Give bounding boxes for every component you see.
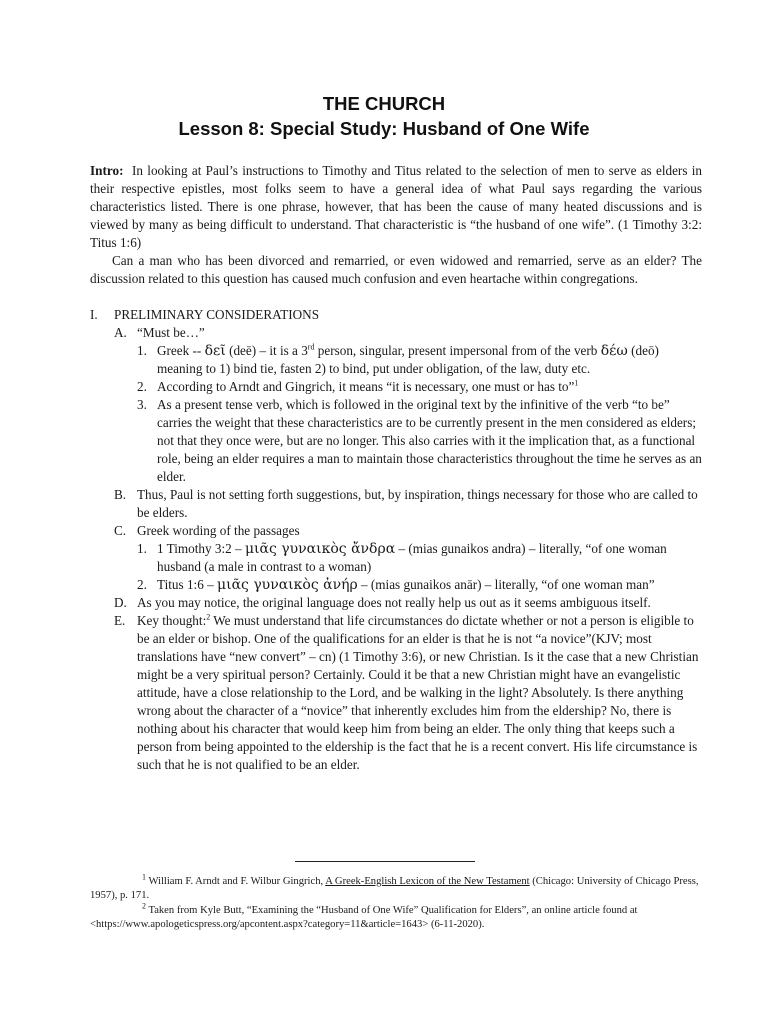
- intro-text: In looking at Paul’s instructions to Timothy and Titus related to the selection of men to serve as elders in their respective epistles, most folks seem to have a general idea of what Paul says regarding the various characteristics listed. There is one phrase, however, that has been the cause of many heated discussions and is viewed by many as being difficult to understand. That characteristic is “the husband of one wife”. (1 Timothy 3:2: Titus 1:6): [90, 163, 702, 250]
- section-heading: [90, 306, 702, 324]
- lesson-title: Lesson 8: Special Study: Husband of One Wife: [178, 118, 590, 139]
- outline-item-c1: 1. 1 Timothy 3:2 – μιᾶς γυναικὸς ἄνδρα – (mias gunaikos andra) – literally, “of one woman husband (a male in contrast to a woman): [137, 541, 667, 574]
- greek-word: δέω: [600, 343, 628, 359]
- document-body: [90, 162, 702, 774]
- greek-word: δεῖ: [204, 343, 226, 359]
- page-title: THE CHURCH: [322, 93, 446, 114]
- outline-item-b: B. Thus, Paul is not setting forth suggestions, but, by inspiration, things necessary for those who are called to be elders.: [114, 487, 698, 520]
- outline-item-a2: 2. According to Arndt and Gingrich, it means “it is necessary, one must or has to”$^1$: [137, 378, 579, 394]
- section-number: I.: [90, 307, 98, 322]
- intro-paragraph-2: Can a man who has been divorced and remarried, or even widowed and remarried, serve as an elder? The discussion related to this question has caused much confusion and even heartache within congregations.: [90, 253, 702, 286]
- book-title: A Greek-English Lexicon of the New Testament: [325, 876, 530, 887]
- outline-item-d: D. As you may notice, the original language does not really help us out as it seems ambiguous itself.: [114, 595, 651, 610]
- outline-item-e: E. Key thought:$^2$ We must understand that life circumstances do dictate whether or not a person is eligible to be an elder or bishop. One of the qualifications for an elder is that he is not “a novice”(KJV; most translations have “new convert” – cn) (1 Timothy 3:6), or new Christian. Is it the case that a new Christian might be a very spiritual person? Certainly. Could it be that a new Christian might have an evangelistic attitude, have a close relationship to the Lord, and be walking in the light? Absolutely. Is there anything wrong about the character of a “novice” that inherently excludes him from the eldership? No, there is nothing about his character that would keep him from being an elder. The only thing that keeps such a person from being appointed to the eldership is the fact that he is a recent convert. His life circumstance is such that he is not qualified to be an elder.: [114, 612, 699, 772]
- greek-phrase: μιᾶς γυναικὸς ἄνδρα: [244, 541, 396, 557]
- footnote-1: $^1$ William F. Arndt and F. Wilbur Gingrich, A Greek-English Lexicon of the New Testament (Chicago: University of Chicago Press, 1957), p. 171.: [90, 872, 699, 901]
- intro-label: Intro:: [90, 163, 124, 178]
- footnote-ref: 1: [574, 378, 579, 388]
- section-title: PRELIMINARY CONSIDERATIONS: [114, 307, 320, 322]
- footnote-2: $^2$ Taken from Kyle Butt, “Examining the “Husband of One Wife” Qualification for Elders”, an online article found at <https://www.apologeticspress.org/apcontent.aspx?category=11&article=1643> (6-11-2020).: [90, 901, 638, 930]
- outline-item-a: A. “Must be…”: [114, 325, 205, 340]
- outline-item-c: C. Greek wording of the passages: [114, 523, 300, 538]
- outline-item-a1: 1. Greek -- δεῖ (deē) – it is a 3rd person, singular, present impersonal from of the verb δέω (deō) meaning to 1) bind tie, fasten 2) to bind, put under obligation, of the law, duty etc.: [137, 342, 659, 376]
- outline-item-a3: 3. As a present tense verb, which is followed in the original text by the infinitive of the verb “to be” carries the weight that these characteristics are to be currently present in the men considered as elders; not that they once were, but are no longer. This also carries with it the implication that, as a functional role, being an elder requires a man to maintain those characteristics throughout the time he serves as an elder.: [137, 397, 702, 484]
- footnote-ref: 2: [206, 612, 211, 622]
- footnote-divider: [295, 861, 475, 862]
- intro-paragraph: [90, 162, 702, 252]
- outline-item-c2: 2. Titus 1:6 – μιᾶς γυναικὸς ἀνήρ – (mias gunaikos anār) – literally, “of one woman man”: [137, 577, 655, 593]
- greek-phrase: μιᾶς γυναικὸς ἀνήρ: [216, 577, 358, 593]
